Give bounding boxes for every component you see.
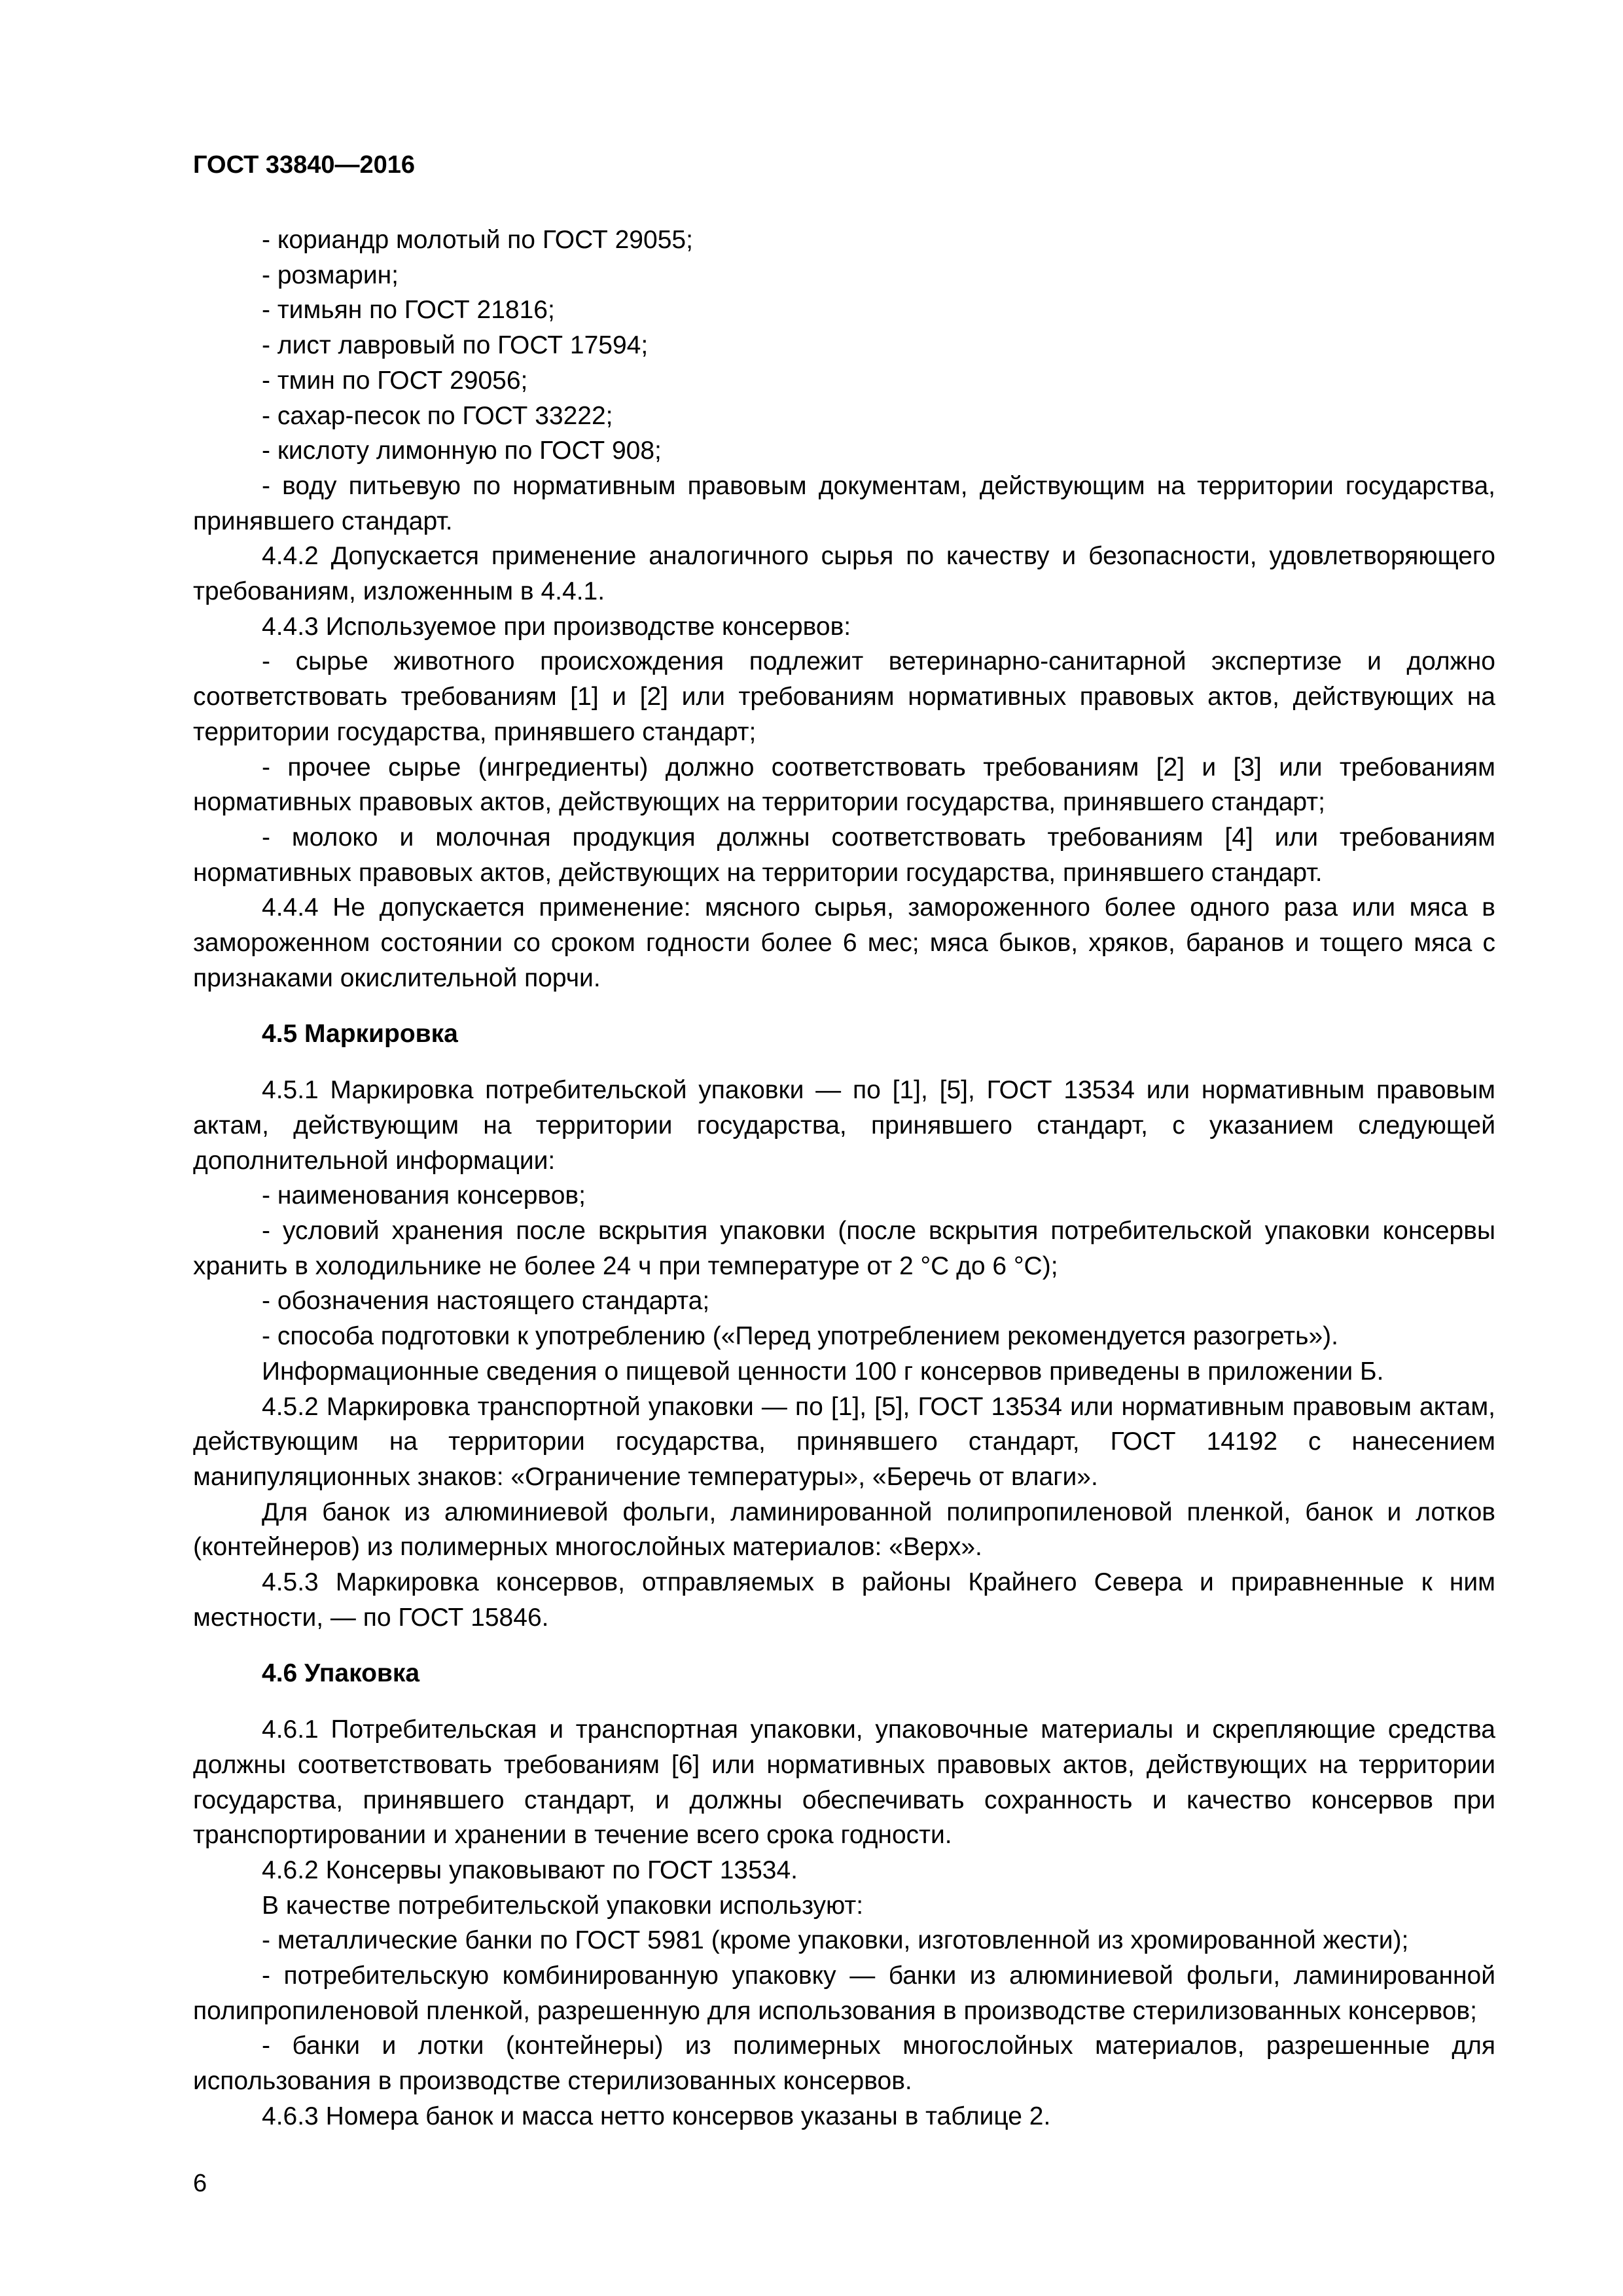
paragraph: - обозначения настоящего стандарта; bbox=[262, 1287, 710, 1316]
paragraph: 4.5.3 Маркировка консервов, отправляемых в районы Крайнего Севера и приравненные к ним местности, — по ГОСТ 15846. bbox=[193, 1568, 1495, 1632]
paragraph: - потребительскую комбинированную упаковку — банки из алюминиевой фольги, ламинированной полипропиленовой пленкой, разрешенную для использования в производстве стерилизованных консервов; bbox=[193, 1962, 1495, 2025]
paragraph: - тмин по ГОСТ 29056; bbox=[262, 366, 528, 395]
paragraph: 4.6.1 Потребительская и транспортная упаковки, упаковочные материалы и скрепляющие средства должны соответствовать требованиям [6] или нормативных правовых актов, действующих на территории государства, принявшего стандарт, и должны обеспечивать сохранность и качество консервов при транспортировании и хранении в течение всего срока годности. bbox=[193, 1715, 1495, 1850]
paragraph: 4.4.2 Допускается применение аналогичного сырья по качеству и безопасности, удовлетворяющего требованиям, изложенным в 4.4.1. bbox=[193, 542, 1495, 606]
page-number: 6 bbox=[193, 2170, 207, 2197]
paragraph: - воду питьевую по нормативным правовым документам, действующим на территории государства, принявшего стандарт. bbox=[193, 471, 1495, 535]
paragraph: 4.4.4 Не допускается применение: мясного сырья, замороженного более одного раза или мяса в замороженном состоянии со сроком годности более 6 мес; мяса быков, хряков, баранов и тощего мяса с признаками окислительной порчи. bbox=[193, 893, 1495, 992]
paragraph: 4.4.3 Используемое при производстве консервов: bbox=[262, 612, 851, 641]
paragraph: - банки и лотки (контейнеры) из полимерных многослойных материалов, разрешенные для использования в производстве стерилизованных консервов. bbox=[193, 2032, 1495, 2096]
paragraph: - тимьян по ГОСТ 21816; bbox=[262, 296, 555, 325]
document-header: ГОСТ 33840—2016 bbox=[193, 151, 416, 179]
paragraph: Для банок из алюминиевой фольги, ламинированной полипропиленовой пленкой, банок и лотков (контейнеров) из полимерных многослойных материалов: «Верх». bbox=[193, 1498, 1495, 1562]
paragraph: 4.5.1 Маркировка потребительской упаковки — по [1], [5], ГОСТ 13534 или нормативным правовым актам, действующим на территории государства, принявшего стандарт, с указанием следующей дополнительной информации: bbox=[193, 1076, 1495, 1175]
paragraph: 4.6.3 Номера банок и масса нетто консервов указаны в таблице 2. bbox=[262, 2102, 1051, 2130]
paragraph: - прочее сырье (ингредиенты) должно соответствовать требованиям [2] и [3] или требованиям нормативных правовых актов, действующих на территории государства, принявшего стандарт; bbox=[193, 753, 1495, 817]
paragraph: - кислоту лимонную по ГОСТ 908; bbox=[262, 437, 662, 465]
paragraph: - сырье животного происхождения подлежит ветеринарно-санитарной экспертизе и должно соответствовать требованиям [1] и [2] или требованиям нормативных правовых актов, действующих на территории государства, принявшего стандарт; bbox=[193, 647, 1495, 746]
paragraph: - наименования консервов; bbox=[262, 1181, 586, 1210]
paragraph: - условий хранения после вскрытия упаковки (после вскрытия потребительской упаковки консервы хранить в холодильнике не более 24 ч при температуре от 2 °С до 6 °С); bbox=[193, 1216, 1495, 1280]
document-body bbox=[193, 223, 1495, 2134]
paragraph: - способа подготовки к употреблению («Перед употреблением рекомендуется разогреть»). bbox=[262, 1322, 1338, 1351]
paragraph: 4.5.2 Маркировка транспортной упаковки — по [1], [5], ГОСТ 13534 или нормативным правовым актам, действующим на территории государства, принявшего стандарт, ГОСТ 14192 с нанесением манипуляционных знаков: «Ограничение температуры», «Беречь от влаги». bbox=[193, 1392, 1495, 1491]
section-heading: 4.6 Упаковка bbox=[262, 1659, 420, 1688]
paragraph: - розмарин; bbox=[262, 260, 399, 289]
paragraph: - лист лавровый по ГОСТ 17594; bbox=[262, 331, 649, 360]
paragraph: В качестве потребительской упаковки используют: bbox=[262, 1891, 864, 1920]
paragraph: - сахар-песок по ГОСТ 33222; bbox=[262, 401, 613, 430]
paragraph: Информационные сведения о пищевой ценности 100 г консервов приведены в приложении Б. bbox=[262, 1357, 1384, 1386]
section-heading: 4.5 Маркировка bbox=[262, 1020, 458, 1049]
paragraph: - кориандр молотый по ГОСТ 29055; bbox=[262, 226, 693, 254]
paragraph: - металлические банки по ГОСТ 5981 (кроме упаковки, изготовленной из хромированной жести); bbox=[262, 1926, 1409, 1955]
paragraph: 4.6.2 Консервы упаковывают по ГОСТ 13534. bbox=[262, 1856, 798, 1884]
paragraph: - молоко и молочная продукция должны соответствовать требованиям [4] или требованиям нормативных правовых актов, действующих на территории государства, принявшего стандарт. bbox=[193, 823, 1495, 887]
